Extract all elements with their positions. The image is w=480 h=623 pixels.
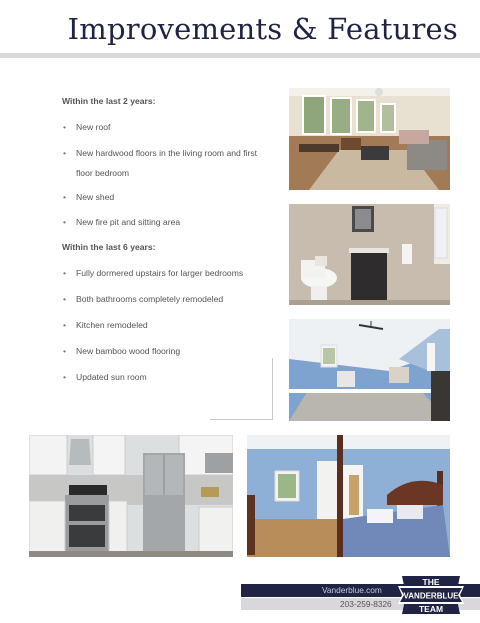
decorative-corner-line (210, 419, 273, 420)
living-room-photo (289, 88, 450, 190)
list-item: • New fire pit and sitting area (63, 217, 181, 227)
list-item: • New hardwood floors in the living room and first floor bedroom (63, 148, 258, 178)
list-item: • Kitchen remodeled (63, 320, 148, 330)
list-item: • New shed (63, 192, 115, 202)
section-heading-2-years: Within the last 2 years: (62, 96, 156, 106)
kitchen-photo (29, 435, 233, 557)
section-heading-6-years: Within the last 6 years: (62, 242, 156, 252)
list-item: • New roof (63, 122, 111, 132)
bathroom-photo (289, 204, 450, 305)
list-item: • New bamboo wood flooring (63, 346, 181, 356)
svg-text:THE: THE (422, 577, 440, 587)
vanderblue-team-logo (398, 572, 464, 618)
website-link[interactable]: Vanderblue.com (322, 585, 382, 595)
decorative-corner-line (272, 358, 273, 419)
svg-text:TEAM: TEAM (418, 604, 444, 614)
title-underline (0, 53, 480, 58)
page-title: Improvements & Features (67, 12, 458, 46)
list-item: • Updated sun room (63, 372, 147, 382)
attic-bedroom-photo (289, 319, 450, 421)
phone-number: 203-259-8326 (340, 599, 392, 609)
svg-text:VANDERBLUE: VANDERBLUE (403, 591, 459, 601)
list-item: • Fully dormered upstairs for larger bedrooms (63, 268, 244, 278)
master-bedroom-photo (247, 435, 450, 557)
list-item: • Both bathrooms completely remodeled (63, 294, 224, 304)
